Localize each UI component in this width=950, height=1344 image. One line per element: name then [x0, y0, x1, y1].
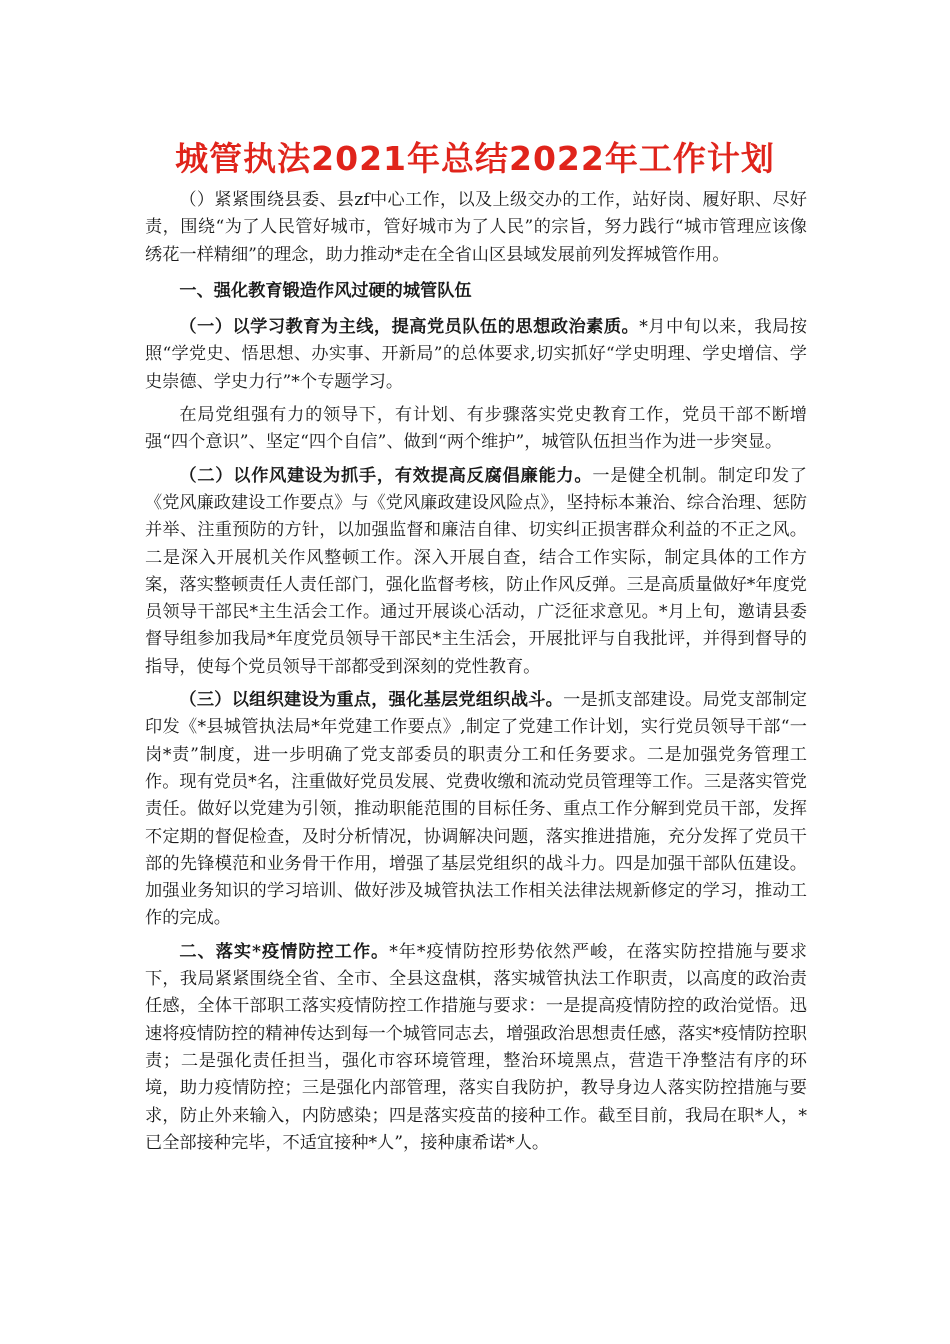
paragraph-study-education [145, 314, 807, 396]
paragraph-text: 一是健全机制。制定印发了《党风廉政建设工作要点》与《党风廉政建设风险点》，坚持标本兼治、综合治理、惩防并举、注重预防的方针，以加强监督和廉洁自律、切实纠正损害群众利益的不正之风。二是深入开展机关作风整顿工作。深入开展自查，结合工作实际，制定具体的工作方案，落实整顿责任人责任部门，强化监督考核，防止作风反弹。三是高质量做好*年度党员领导干部民*主生活会工作。通过开展谈心活动，广泛征求意见。*月上旬，邀请县委督导组参加我局*年度党员领导干部民*主生活会，开展批评与自我批评，并得到督导的指导，使每个党员领导干部都受到深刻的党性教育。 [145, 465, 807, 677]
paragraph-party-leadership: 在局党组强有力的领导下，有计划、有步骤落实党史教育工作，党员干部不断增强“四个意识”、坚定“四个自信”、做到“两个维护”，城管队伍担当作为进一步突显。 [145, 405, 807, 453]
paragraph-epidemic-control [145, 939, 807, 1157]
paragraph-lead: （三）以组织建设为重点，强化基层党组织战斗。 [179, 690, 564, 711]
paragraph-text: *年*疫情防控形势依然严峻，在落实防控措施与要求下，我局紧紧围绕全省、全市、全县这盘棋，落实城管执法工作职责，以高度的政治责任感，全体干部职工落实疫情防控工作措施与要求：一是提高疫情防控的政治觉悟。迅速将疫情防控的精神传达到每一个城管同志去，增强政治思想责任感，落实*疫情防控职责；二是强化责任担当，强化市容环境管理，整治环境黑点，营造干净整洁有序的环境，助力疫情防控；三是强化内部管理，落实自我防护，教导身边人落实防控措施与要求，防止外来输入，内防感染；四是落实疫苗的接种工作。截至目前，我局在职*人，*已全部接种完毕，不适宜接种*人”，接种康希诺*人。 [145, 941, 807, 1153]
section-heading-text: 一、强化教育锻造作风过硬的城管队伍 [179, 280, 472, 301]
paragraph-text: *月中旬以来，我局按照“学党史、悟思想、办实事、开新局”的总体要求,切实抓好“学史明理、学史增信、学史崇德、学史力行”*个专题学习。 [145, 317, 807, 392]
document-title: 城管执法2021年总结2022年工作计划 [175, 139, 775, 178]
intro-paragraph: （）紧紧围绕县委、县zf中心工作，以及上级交办的工作，站好岗、履好职、尽好责，围绕“为了人民管好城市，管好城市为了人民”的宗旨，努力践行“城市管理应该像绣花一样精细”的理念，助力推动*走在全省山区县域发展前列发挥城管作用。 [145, 190, 807, 265]
document-body [145, 187, 807, 1157]
paragraph-lead: （一）以学习教育为主线，提高党员队伍的思想政治素质。 [179, 317, 640, 338]
paragraph-organization [145, 687, 807, 933]
section-heading [145, 278, 807, 305]
paragraph-text: 一是抓支部建设。局党支部制定印发《*县城管执法局*年党建工作要点》,制定了党建工作计划，实行党员领导干部“一岗*责”制度，进一步明确了党支部委员的职责分工和任务要求。二是加强党务管理工作。现有党员*名，注重做好党员发展、党费收缴和流动党员管理等工作。三是落实管党责任。做好以党建为引领，推动职能范围的目标任务、重点工作分解到党员干部，发挥不定期的督促检查，及时分析情况，协调解决问题，落实推进措施，充分发挥了党员干部的先锋模范和业务骨干作用，增强了基层党组织的战斗力。四是加强干部队伍建设。加强业务知识的学习培训、做好涉及城管执法工作相关法律法规新修定的学习，推动工作的完成。 [145, 690, 807, 929]
paragraph-lead: （二）以作风建设为抓手，有效提高反腐倡廉能力。 [179, 465, 593, 486]
paragraph-lead: 二、落实*疫情防控工作。 [179, 941, 390, 962]
paragraph-work-style [145, 463, 807, 681]
